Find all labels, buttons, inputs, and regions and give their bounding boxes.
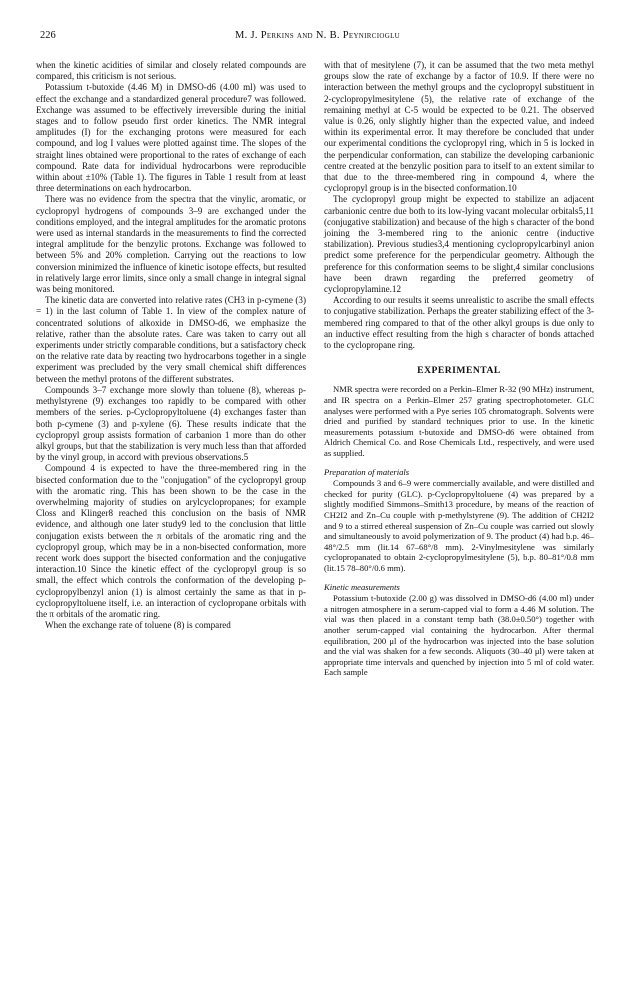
paragraph: Compounds 3 and 6–9 were commercially available, and were distilled and checked for purity (GLC). p-Cyclopropyltoluene (4) was prepared by a slightly modified Simmons–Smith13 procedure, by means of the reaction of CH2I2 and Zn–Cu couple with p-methylstyrene (9). The addition of CH2I2 and 9 to a stirred ethereal suspension of Zn–Cu couple was carried out slowly and simultaneously to avoid polymerization of 9. The product (4) had b.p. 46–48°/2.5 mm (lit.14 67–68°/8 mm). 2-Vinylmesitylene was similarly cyclopropanated to obtain 2-cyclopropylmesitylene (5), b.p. 80–81°/0.8 mm (lit.15 78–80°/0.6 mm).: [324, 478, 594, 573]
paragraph: Potassium t-butoxide (4.46 M) in DMSO-d6 (4.00 ml) was used to effect the exchange and a standardized general procedure7 was followed. Exchange was assumed to be effectively irreversible during the initial stages and to follow pseudo first order kinetics. The NMR integral amplitudes (I) for the exchanging protons were measured for each compound, and log I values were plotted against time. The slopes of the straight lines obtained were proportional to the rates of exchange of each compound. Rate data for individual hydrocarbons were reproducible within about ±10% (Table 1). The figures in Table 1 result from at least three determinations on each hydrocarbon.: [36, 82, 306, 194]
paragraph: There was no evidence from the spectra that the vinylic, aromatic, or cyclopropyl hydrogens of compounds 3–9 are exchanged under the conditions employed, and the integral amplitudes for the aromatic protons were used as internal standards in the measurements to find the corrected integral amplitude for the benzylic protons. Exchange was followed to between 5% and 20% completion. Carrying out the reactions to low conversion minimized the influence of kinetic isotope effects, but resulted in relatively large error limits, since only a small change in integral signal was being monitored.: [36, 194, 306, 295]
page-number: 226: [40, 30, 56, 41]
paragraph: Compound 4 is expected to have the three-membered ring in the bisected conformation due to the "conjugation" of the cyclopropyl group with the aromatic ring. This has been shown to be the case in the overwhelming majority of studies on arylcyclopropanes; for example Closs and Klinger8 reached this conclusion on the basis of NMR evidence, and although one later study9 led to the conclusion that little conjugation exists between the π orbitals of the aromatic ring and the cyclopropyl group, which may be in a non-bisected conformation, more recent work does support the bisected conformation and the conjugative interaction.10 Since the kinetic effect of the cyclopropyl group is so small, the effect which controls the conformation of the developing p-cyclopropylbenzyl anion (1) is almost certainly the same as that in p-cyclopropyltoluene itself, i.e. an interaction of cyclopropane orbitals with the π orbitals of the aromatic ring.: [36, 463, 306, 619]
left-column: [36, 60, 306, 631]
paragraph: The cyclopropyl group might be expected to stabilize an adjacent carbanionic centre due both to its low-lying vacant molecular orbitals5,11 (conjugative stabilization) and because of the high s character of the bond joining the 3-membered ring to the anionic centre (inductive stabilization). Previous studies3,4 mentioning cyclopropylcarbinyl anion predict some preference for the perpendicular geometry. Although the preference for this conformation seems to be slight,4 similar conclusions have been drawn regarding the preferred geometry of cyclopropylamine.12: [324, 194, 594, 295]
kinetic-heading: Kinetic measurements: [324, 581, 400, 592]
paragraph: Potassium t-butoxide (2.00 g) was dissolved in DMSO-d6 (4.00 ml) under a nitrogen atmosphere in a serum-capped vial to form a 4.46 M solution. The vial was then placed in a constant temp bath (38.0±0.50°) together with another serum-capped vial containing the hydrocarbon. After thermal equilibration, 200 μl of the hydrocarbon was injected into the base solution and the vial was shaken for a few seconds. Aliquots (30–40 μl) were taken at appropriate time intervals and quenched by injection into 5 ml of cold water. Each sample: [324, 593, 594, 678]
paragraph: According to our results it seems unrealistic to ascribe the small effects to conjugative stabilization. Perhaps the greater stabilizing effect of the 3-membered ring compared to that of the other alkyl groups is due only to an inductive effect resulting from the high s character of bonds attached to the cyclopropane ring.: [324, 295, 594, 351]
paragraph: NMR spectra were recorded on a Perkin–Elmer R-32 (90 MHz) instrument, and IR spectra on a Perkin–Elmer 257 grating spectrophotometer. GLC analyses were performed with a Pye series 105 chromatograph. Solvents were dried and purified by standard techniques prior to use. In the kinetic measurements potassium t-butoxide and DMSO-d6 were obtained from Aldrich Chemical Co. and Rose Chemicals Ltd., respectively, and were used as supplied.: [324, 384, 594, 459]
paragraph: The kinetic data are converted into relative rates (CH3 in p-cymene (3) = 1) in the last column of Table 1. In view of the complex nature of concentrated solutions of alkoxide in DMSO-d6, we emphasize the relative, rather than the absolute rates. Care was taken to carry out all experiments under strictly comparable conditions, but a satisfactory check on the relative rate data by reacting two hydrocarbons together in a single experiment was precluded by the very small chemical shift differences between the methyl protons of the different substrates.: [36, 295, 306, 384]
page-header: [40, 30, 595, 46]
running-head: M. J. Perkins and N. B. Peynircioglu: [234, 30, 400, 41]
paragraph: when the kinetic acidities of similar and closely related compounds are compared, this criticism is not serious.: [36, 60, 306, 82]
right-column: [324, 60, 594, 678]
experimental-heading: EXPERIMENTAL: [417, 365, 501, 377]
paragraph: with that of mesitylene (7), it can be assumed that the two meta methyl groups slow the rate of exchange by a factor of 10.9. If there were no interaction between the methyl groups and the cyclopropyl substituent in 2-cyclopropylmesitylene (5), the relative rate of exchange of the remaining methyl at C-5 would be expected to be 0.21. The observed value is 0.26, only slightly higher than the expected value, and indeed within its experimental error. It may therefore be concluded that under our experimental conditions the cyclopropyl ring, which in 5 is locked in the perpendicular conformation, can stabilize the developing carbanionic centre created at the benzylic position para to itself to an extent similar to that due to the three-membered ring in compound 4, where the cyclopropyl group is in the bisected conformation.10: [324, 60, 594, 194]
paragraph: Compounds 3–7 exchange more slowly than toluene (8), whereas p-methylstyrene (9) exchanges too rapidly to be compared with other members of the series. p-Cyclopropyltoluene (4) exchanges faster than both p-cymene (3) and p-xylene (6). These results indicate that the cyclopropyl group assists formation of carbanion 1 more than do other alkyl groups, but that the stabilization is very much less than that afforded by the vinyl group, in accord with previous observations.5: [36, 384, 306, 463]
materials-heading: Preparation of materials: [324, 466, 410, 477]
paragraph: When the exchange rate of toluene (8) is compared: [45, 620, 231, 631]
